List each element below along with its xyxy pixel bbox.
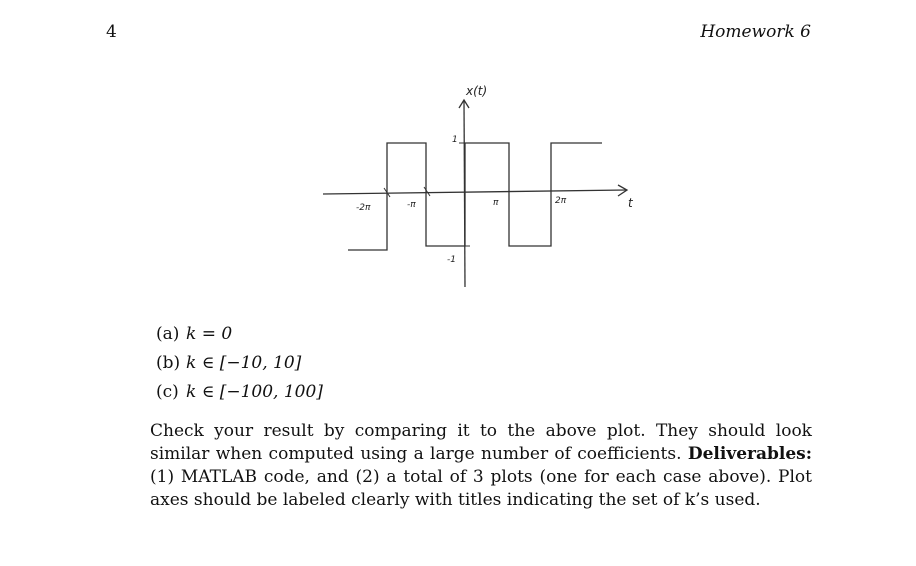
part-c [156,378,323,407]
level-label-low: -1 [447,255,456,265]
level-label-high: 1 [452,135,458,145]
tick-label-neg-pi: -π [407,200,416,210]
t-axis-label: t [628,196,633,210]
part-text: k = 0 [186,324,233,344]
t-axis [323,190,626,194]
part-label: (c) [156,382,179,402]
paragraph-tail: (1) MATLAB code, and (2) a total of 3 plots (one for each case above). Plot axes should be labeled clearly with titles indicating the set of k’s used. [150,467,812,510]
parts-list [156,320,323,407]
paragraph-lead: Check your result by comparing it to the above plot. They should look similar when computed using a large number of coefficients. [150,421,812,464]
tick-label-neg-2pi: -2π [356,203,371,213]
tick-neg-pi [424,187,430,196]
part-text: k ∈ [−100, 100] [186,382,323,402]
part-a [156,320,323,349]
part-label: (b) [156,353,181,373]
part-label: (a) [156,324,180,344]
page-number: 4 [106,22,117,42]
tick-label-pi: π [493,198,499,208]
running-head: Homework 6 [700,22,811,42]
tick-label-2pi: 2π [555,196,567,206]
y-axis-label: x(t) [466,84,488,98]
part-text: k ∈ [−10, 10] [186,353,302,373]
part-b [156,349,323,378]
deliverables-label: Deliverables: [687,444,813,464]
instructions-paragraph [150,420,812,512]
